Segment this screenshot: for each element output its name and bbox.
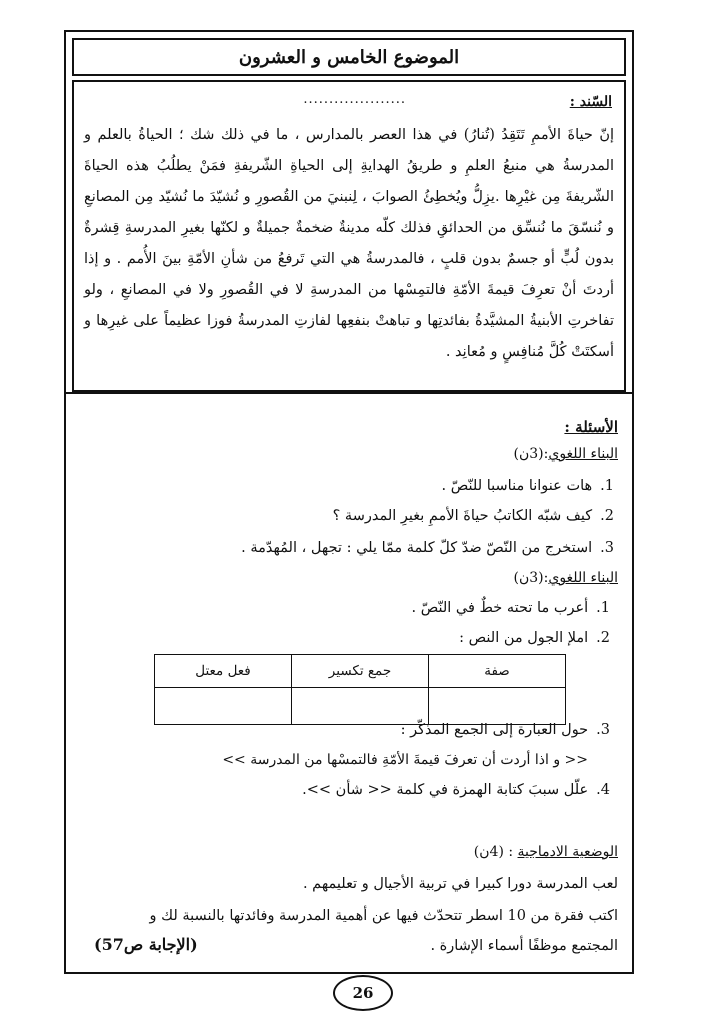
questions-heading: الأسئلة : — [564, 418, 618, 436]
question-number: 1. — [600, 478, 614, 494]
question-number: 3. — [600, 540, 614, 556]
question-number: 4. — [596, 782, 610, 798]
question-number: 1. — [596, 600, 610, 616]
table-cell — [155, 688, 292, 725]
integration-line-1: لعب المدرسة دورا كبيرا في تربية الأجيال و تعليمهم . — [302, 876, 618, 892]
question-item — [333, 508, 614, 524]
integration-points: : (4ن) — [473, 844, 514, 860]
integration-title: الوضعية الادماجية — [517, 844, 618, 860]
question-text: حول العبارة إلى الجمع المذكّر : — [400, 722, 589, 738]
question-number: 2. — [600, 508, 614, 524]
question-text: كيف شبّه الكاتبُ حياةَ الأممِ بغيرِ المدرسة ؟ — [332, 508, 593, 524]
part2-title: البناء اللغوي — [548, 570, 618, 586]
table-header: صفة — [429, 655, 566, 688]
part2-heading — [514, 570, 619, 586]
part1-points: :(3ن) — [513, 446, 549, 462]
question-item — [241, 540, 614, 556]
page-frame — [64, 30, 634, 974]
question-text: هات عنوانا مناسبا للنّصّ . — [441, 478, 593, 494]
question-item — [401, 722, 610, 738]
question-number: 2. — [596, 630, 610, 646]
part1-title: البناء اللغوي — [548, 446, 618, 462]
question-number: 3. — [596, 722, 610, 738]
part2-points: :(3ن) — [513, 570, 549, 586]
table-header: فعل معتل — [155, 655, 292, 688]
questions-section — [66, 392, 632, 972]
question-item — [302, 782, 610, 798]
text-paragraph: إنّ حياةَ الأممِ تَتَقِدُ (تُنارُ) في هذا العصر بالمدارس ، ما في ذلك شك ؛ الحياةُ بالعلم و المدرسةُ هي منبعُ العلمِ و طريقُ الهدايةِ إلى الحياةِ الشّريفةِ فمَنْ يطلُبُ هذه الحياةَ الشّريفةَ مِن غيْرِها .يزِلُّ ويُخطِئُ الصوابَ ، لِنبنيَ من القُصورِ و نُشيّدَ ما نُشيّد مِن المصانعِ و نُنسّقَ ما نُنسِّق من الحدائقِ فذلك كلّه مدينةٌ ضخمةٌ جميلةٌ و لكنّها بغيرِ المدرسةِ قِشرةٌ بدون لُبٍّ أو جسمٌ بدون قلبٍ ، فالمدرسةُ هي التي تَرفعُ من شأنِ الأمّةِ بينَ الأُمم . و إذا أردتَ أنْ تعرِفَ قيمةَ الأمّةِ فالتمِسْها من المدرسةِ لا في القُصورِ ولا في المصانعِ ، ولو تفاخرتِ الأبنيةُ المشيَّدةُ بفائدتِها و تباهتْ بنفعِها لفازتِ المدرسةُ فوزا عظيماً على غيرِها و أسكتَتْ كُلَّ مُنافِسٍ و مُعانِد . — [84, 127, 614, 360]
question-item — [412, 600, 611, 616]
answer-reference: (الإجابة ص57) — [94, 935, 198, 954]
part1-heading — [514, 446, 619, 462]
table-cell — [429, 688, 566, 725]
table-header: جمع تكسير — [292, 655, 429, 688]
quote-sentence: << و اذا أردت أن تعرفَ قيمةَ الأمّةِ فالتمسْها من المدرسة >> — [222, 752, 588, 768]
fill-table — [154, 654, 566, 725]
integration-line-2: اكتب فقرة من 10 اسطر تتحدّث فيها عن أهمية المدرسة وفائدتها بالنسبة لك و — [149, 908, 618, 924]
question-text: أعرب ما تحته خطٌ في النّصّ . — [411, 600, 589, 616]
page-title: الموضوع الخامس و العشرون — [72, 38, 626, 76]
integration-heading — [474, 844, 618, 860]
table-cell — [292, 688, 429, 725]
question-item — [442, 478, 614, 494]
question-item — [459, 630, 610, 646]
question-text: املإ الجول من النص : — [459, 630, 589, 646]
question-text: استخرج من النّصّ ضدّ كلّ كلمة ممّا يلي : تجهل ، المُهدّمة . — [241, 540, 593, 556]
question-text: علّل سببَ كتابة الهمزة في كلمة << شأن >>. — [302, 782, 589, 798]
text-heading: السّند : — [569, 94, 612, 110]
page-number: 26 — [333, 975, 393, 1011]
integration-line-3: المجتمع موظفًا أسماء الإشارة . — [430, 938, 618, 954]
text-dots: .................... — [303, 92, 406, 107]
text-section — [72, 80, 626, 392]
